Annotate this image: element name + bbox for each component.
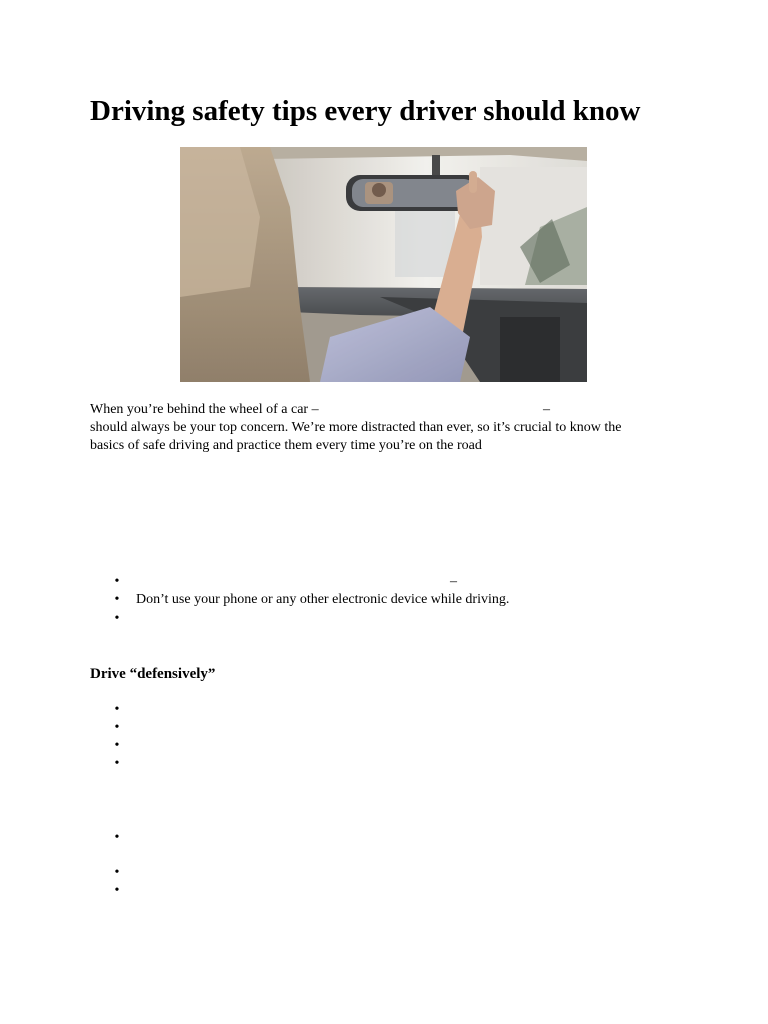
bullet-marker: • xyxy=(114,592,120,607)
hero-photo-driver-adjusting-mirror xyxy=(180,147,587,382)
bullet-marker: • xyxy=(114,738,120,753)
bullet-marker: • xyxy=(114,574,120,589)
intro-line-1-start: When you’re behind the wheel of a car – xyxy=(90,402,319,417)
intro-paragraph-line-3: basics of safe driving and practice them every time you’re on the road xyxy=(90,438,482,453)
bullet-marker: • xyxy=(114,702,120,717)
page-title: Driving safety tips every driver should know xyxy=(90,95,641,127)
section-heading-drive-defensively: Drive “defensively” xyxy=(90,666,216,682)
bullet-marker: • xyxy=(114,865,120,880)
list-item-dash: – xyxy=(450,574,457,589)
list-item-text: Don’t use your phone or any other electronic device while driving. xyxy=(136,592,510,607)
bullet-marker: • xyxy=(114,830,120,845)
bullet-marker: • xyxy=(114,883,120,898)
intro-paragraph-line-2: should always be your top concern. We’re more distracted than ever, so it’s crucial to know the xyxy=(90,420,622,435)
intro-line-1-dash: – xyxy=(543,402,550,417)
bullet-marker: • xyxy=(114,611,120,626)
bullet-marker: • xyxy=(114,720,120,735)
bullet-marker: • xyxy=(114,756,120,771)
